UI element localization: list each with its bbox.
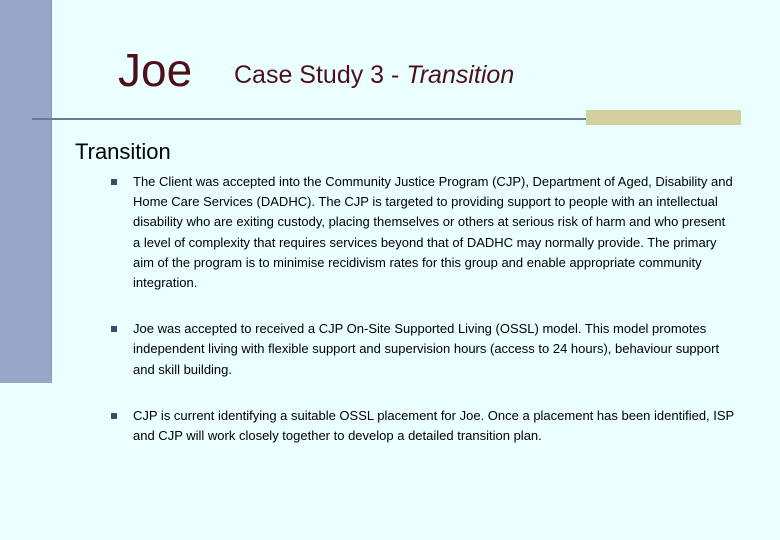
title-divider-accent xyxy=(586,110,741,125)
bullet-list xyxy=(110,172,735,446)
left-accent-bar xyxy=(0,0,52,383)
slide-title-subtitle xyxy=(234,60,514,90)
slide-title-name: Joe xyxy=(118,44,193,96)
square-bullet-icon xyxy=(110,406,133,426)
bullet-text: The Client was accepted into the Community Justice Program (CJP), Department of Aged, Disability and Home Care Services (DADHC). The CJP is targeted to providing support to people with an intellectual disability who are exiting custody, placing themselves or others at serious risk of harm and who present a level of complexity that requires services beyond that of DADHC may normally provide. The primary aim of the program is to minimise recidivism rates for this group and enable appropriate community integration. xyxy=(133,174,733,291)
bullet-item xyxy=(110,319,735,380)
section-heading: Transition xyxy=(75,139,171,164)
bullet-item xyxy=(110,406,735,446)
square-bullet-icon xyxy=(110,172,133,192)
square-bullet-icon xyxy=(110,319,133,339)
slide-title-transition: Transition xyxy=(406,61,515,89)
bullet-text: Joe was accepted to received a CJP On-Site Supported Living (OSSL) model. This model promotes independent living with flexible support and supervision hours (access to 24 hours), behaviour support and skill building. xyxy=(133,321,720,377)
bullet-text: CJP is current identifying a suitable OSSL placement for Joe. Once a placement has been identified, ISP and CJP will work closely together to develop a detailed transition plan. xyxy=(133,407,734,444)
bullet-item xyxy=(110,172,735,293)
slide-title-case-study: Case Study 3 - xyxy=(234,61,407,89)
